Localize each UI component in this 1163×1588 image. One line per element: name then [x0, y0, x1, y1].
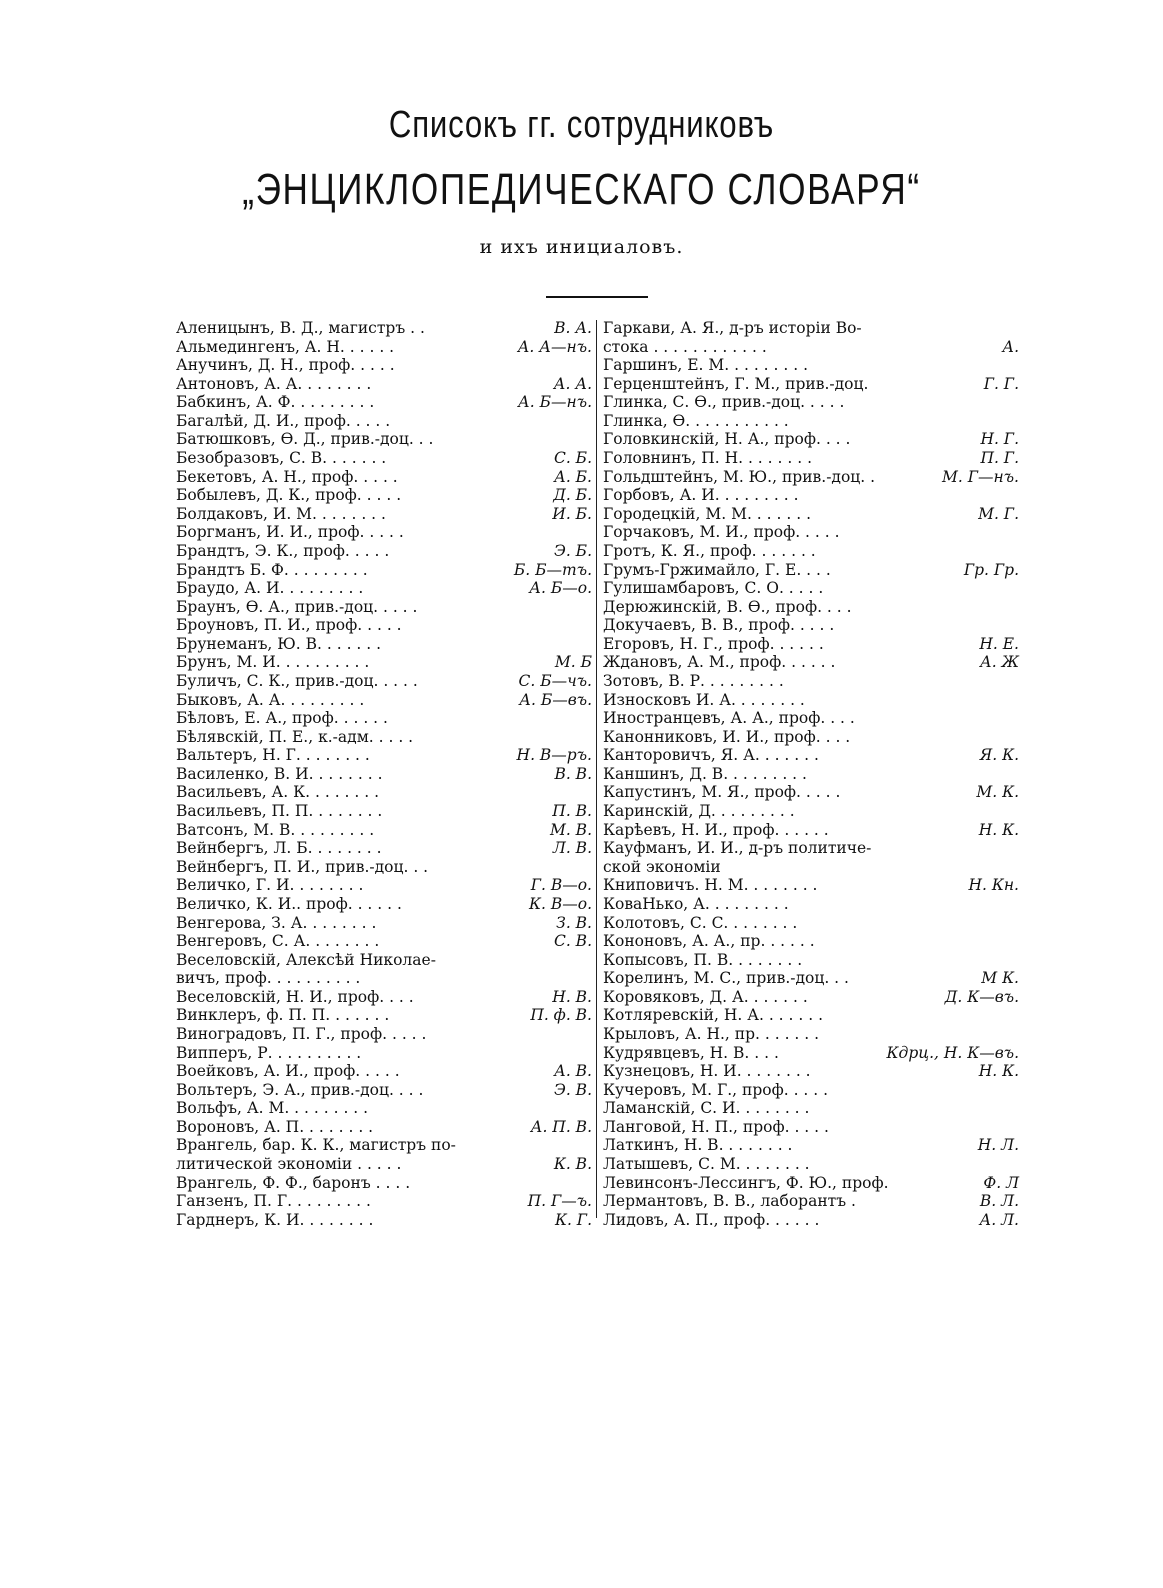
- contributor-name: Егоровъ, Н. Г., проф. . . . . .: [603, 634, 824, 653]
- contributor-initials: З. В.: [552, 914, 592, 933]
- contributor-entry: [603, 319, 1021, 338]
- contributor-entry: [176, 951, 594, 970]
- contributor-name: стока . . . . . . . . . . . .: [603, 337, 767, 356]
- contributor-name: Канонниковъ, И. И., проф. . . .: [603, 727, 851, 746]
- contributor-entry: [603, 412, 1021, 431]
- contributor-initials: Гр. Гр.: [960, 561, 1019, 580]
- contributor-initials: А. Б—нъ.: [514, 393, 592, 412]
- contributor-initials: К. В.: [550, 1155, 592, 1174]
- contributor-name: Кудрявцевъ, Н. В. . . .: [603, 1043, 779, 1062]
- contributor-entry: [603, 728, 1021, 747]
- contributor-initials: П. Г.: [976, 449, 1019, 468]
- contributor-entry: [176, 672, 594, 691]
- contributor-initials: Г. Г.: [980, 375, 1019, 394]
- contributor-initials: К. В—о.: [525, 895, 592, 914]
- contributor-entry: [603, 542, 1021, 561]
- contributor-entry: [176, 579, 594, 598]
- contributor-name: Воейковъ, А. И., проф. . . . .: [176, 1062, 400, 1081]
- contributor-initials: М. Б: [551, 653, 592, 672]
- contributor-entry: [603, 1174, 1021, 1193]
- contributor-name: Кононовъ, А. А., пр. . . . . .: [603, 932, 815, 951]
- contributors-right-column: [603, 319, 1021, 1229]
- contributor-name: Васильевъ, П. П. . . . . . . .: [176, 802, 383, 821]
- contributor-entry: [603, 691, 1021, 710]
- contributor-name: Вальтеръ, Н. Г. . . . . . . .: [176, 746, 370, 765]
- contributor-entry: [176, 746, 594, 765]
- contributor-entry: [176, 858, 594, 877]
- contributor-name: Вольфъ, А. М. . . . . . . . .: [176, 1099, 369, 1118]
- contributor-name: Боргманъ, И. И., проф. . . . .: [176, 523, 404, 542]
- contributor-entry: [176, 1155, 594, 1174]
- contributor-initials: П. ф. В.: [526, 1006, 592, 1025]
- contributor-initials: Ф. Л: [979, 1174, 1019, 1193]
- contributor-name: Дерюжинскій, В. Ѳ., проф. . . .: [603, 597, 852, 616]
- contributor-name: Латкинъ, Н. В. . . . . . . .: [603, 1136, 793, 1155]
- contributor-name: Городецкій, М. М. . . . . . .: [603, 504, 812, 523]
- contributor-entry: [603, 932, 1021, 951]
- contributor-entry: [176, 561, 594, 580]
- contributor-name: Копысовъ, П. В. . . . . . . .: [603, 950, 803, 969]
- contributor-entry: [176, 430, 594, 449]
- contributor-name: Гаркави, А. Я., д-ръ исторіи Во-: [603, 319, 862, 337]
- contributor-entry: [176, 765, 594, 784]
- contributor-name: Браунъ, Ѳ. А., прив.-доц. . . . .: [176, 597, 418, 616]
- contributor-initials: Г. В—о.: [527, 876, 592, 895]
- contributor-name: ской экономіи: [603, 857, 721, 876]
- contributor-entry: [603, 1099, 1021, 1118]
- page-title-line-2: „ЭНЦИКЛОПЕДИЧЕСКАГО СЛОВАРЯ“: [242, 165, 921, 214]
- contributor-entry: [176, 542, 594, 561]
- contributor-name: Книповичъ. Н. М. . . . . . . .: [603, 876, 818, 895]
- contributor-entry: [603, 1081, 1021, 1100]
- contributor-entry: [603, 523, 1021, 542]
- contributor-name: Веселовскій, Н. И., проф. . . .: [176, 987, 414, 1006]
- contributor-entry: [603, 914, 1021, 933]
- contributor-entry: [176, 914, 594, 933]
- contributor-name: Випперъ, Р. . . . . . . . . .: [176, 1043, 362, 1062]
- contributor-entry: [603, 561, 1021, 580]
- contributor-name: Врангель, Ф. Ф., баронъ . . . .: [176, 1173, 411, 1192]
- contributor-name: Докучаевъ, В. В., проф. . . . .: [603, 616, 835, 635]
- column-divider: [596, 320, 597, 1218]
- contributor-entry: [176, 1006, 594, 1025]
- contributor-name: Бѣловъ, Е. А., проф. . . . . .: [176, 709, 388, 728]
- contributor-entry: [176, 895, 594, 914]
- contributor-name: Батюшковъ, Ѳ. Д., прив.-доц. . .: [176, 430, 434, 449]
- contributor-initials: М. Г—нъ.: [938, 468, 1019, 487]
- contributor-initials: И. Б.: [548, 505, 592, 524]
- contributor-name: Зотовъ, В. Р. . . . . . . . .: [603, 671, 784, 690]
- contributor-name: Браудо, А. И. . . . . . . . .: [176, 579, 364, 598]
- contributor-name: Горчаковъ, М. И., проф. . . . .: [603, 523, 840, 542]
- contributor-entry: [603, 1006, 1021, 1025]
- contributor-entry: [603, 876, 1021, 895]
- contributor-name: Кузнецовъ, Н. И. . . . . . . .: [603, 1062, 811, 1081]
- contributor-name: литической экономіи . . . . .: [176, 1155, 402, 1174]
- contributor-name: Котляревскій, Н. А. . . . . . .: [603, 1006, 824, 1025]
- contributor-name: Иностранцевъ, А. А., проф. . . .: [603, 709, 855, 728]
- contributor-initials: С. В.: [550, 932, 592, 951]
- contributor-name: Каринскій, Д. . . . . . . . .: [603, 802, 795, 821]
- contributor-entry: [176, 468, 594, 487]
- contributor-name: Износковъ И. А. . . . . . . .: [603, 690, 805, 709]
- contributor-initials: А. Б—въ.: [515, 691, 592, 710]
- contributor-entry: [603, 635, 1021, 654]
- contributor-initials: Я. К.: [976, 746, 1019, 765]
- contributor-name: Вольтеръ, Э. А., прив.-доц. . . .: [176, 1080, 424, 1099]
- contributor-name: Альмедингенъ, А. Н. . . . . .: [176, 337, 395, 356]
- contributor-initials: М. К.: [972, 783, 1019, 802]
- contributor-entry: [603, 821, 1021, 840]
- contributor-entry: [603, 969, 1021, 988]
- contributor-entry: [603, 375, 1021, 394]
- contributor-name: Ждановъ, А. М., проф. . . . . .: [603, 653, 836, 672]
- contributor-entry: [603, 765, 1021, 784]
- contributor-name: Гольдштейнъ, М. Ю., прив.-доц. .: [603, 467, 876, 486]
- contributor-entry: [176, 988, 594, 1007]
- contributor-entry: [176, 821, 594, 840]
- contributor-name: Головнинъ, П. Н. . . . . . . .: [603, 449, 813, 468]
- contributor-name: Кауфманъ, И. И., д-ръ политиче-: [603, 839, 872, 858]
- title-divider: [546, 296, 648, 298]
- contributor-name: Крыловъ, А. Н., пр. . . . . . .: [603, 1024, 820, 1043]
- contributor-name: Ватсонъ, М. В. . . . . . . . .: [176, 820, 375, 839]
- contributor-entry: [176, 412, 594, 431]
- contributor-entry: [176, 375, 594, 394]
- contributor-name: Анучинъ, Д. Н., проф. . . . .: [176, 356, 395, 375]
- contributor-name: Буличъ, С. К., прив.-доц. . . . .: [176, 671, 418, 690]
- contributor-name: Величко, Г. И. . . . . . . .: [176, 876, 364, 895]
- contributor-name: Головкинскій, Н. А., проф. . . .: [603, 430, 851, 449]
- contributor-entry: [603, 598, 1021, 617]
- contributor-name: Васильевъ, А. К. . . . . . . .: [176, 783, 380, 802]
- contributor-name: Веселовскій, Алексѣй Николае-: [176, 950, 436, 969]
- contributor-entry: [176, 839, 594, 858]
- contributor-name: Глинка, Ѳ. . . . . . . . . . .: [603, 411, 789, 430]
- contributor-initials: В. Л.: [976, 1192, 1019, 1211]
- contributor-entry: [603, 1192, 1021, 1211]
- contributor-entry: [603, 1211, 1021, 1230]
- contributor-name: Герценштейнъ, Г. М., прив.-доц.: [603, 374, 869, 393]
- contributor-entry: [603, 505, 1021, 524]
- contributor-initials: М. Г.: [974, 505, 1019, 524]
- contributor-initials: Э. В.: [550, 1081, 592, 1100]
- contributor-initials: М К.: [977, 969, 1019, 988]
- contributor-name: Гарднеръ, К. И. . . . . . . .: [176, 1210, 374, 1229]
- contributor-name: Лидовъ, А. П., проф. . . . . .: [603, 1210, 820, 1229]
- contributor-entry: [603, 746, 1021, 765]
- contributor-entry: [603, 486, 1021, 505]
- contributor-entry: [176, 876, 594, 895]
- contributor-entry: [176, 969, 594, 988]
- contributor-entry: [603, 449, 1021, 468]
- contributor-name: Карѣевъ, Н. И., проф. . . . . .: [603, 820, 829, 839]
- contributor-name: Ламанскій, С. И. . . . . . . .: [603, 1099, 810, 1118]
- contributor-name: Коровяковъ, Д. А. . . . . . .: [603, 987, 808, 1006]
- contributor-name: Корелинъ, М. С., прив.-доц. . .: [603, 969, 849, 988]
- contributor-name: Глинка, С. Ѳ., прив.-доц. . . . .: [603, 393, 845, 412]
- contributor-initials: В. А.: [550, 319, 592, 338]
- contributor-entry: [603, 393, 1021, 412]
- contributor-initials: Н. К.: [975, 1062, 1019, 1081]
- contributor-entry: [176, 356, 594, 375]
- contributor-name: Лермантовъ, В. В., лаборантъ .: [603, 1192, 856, 1211]
- contributor-entry: [603, 1118, 1021, 1137]
- contributor-entry: [603, 430, 1021, 449]
- contributor-initials: Д. Б.: [549, 486, 592, 505]
- contributor-entry: [176, 616, 594, 635]
- contributor-name: Виноградовъ, П. Г., проф. . . . .: [176, 1024, 427, 1043]
- contributor-initials: А. Л.: [976, 1211, 1019, 1230]
- contributor-initials: Н. Л.: [974, 1136, 1019, 1155]
- contributor-initials: Л. В.: [549, 839, 592, 858]
- contributor-initials: Н. В—ръ.: [513, 746, 592, 765]
- contributor-name: вичъ, проф. . . . . . . . . .: [176, 969, 361, 988]
- contributor-initials: Э. Б.: [550, 542, 592, 561]
- contributor-name: Быковъ, А. А. . . . . . . . .: [176, 690, 365, 709]
- contributor-name: Бѣлявскій, П. Е., к.-адм. . . . .: [176, 727, 414, 746]
- contributor-initials: Н. Г.: [976, 430, 1019, 449]
- contributor-entry: [603, 356, 1021, 375]
- contributor-initials: П. Г—ъ.: [524, 1192, 592, 1211]
- contributor-entry: [176, 728, 594, 747]
- contributor-initials: А. Ж: [976, 653, 1019, 672]
- contributor-entry: [603, 709, 1021, 728]
- contributor-name: Капустинъ, М. Я., проф. . . . .: [603, 783, 841, 802]
- contributor-name: Багалѣй, Д. И., проф. . . . .: [176, 411, 391, 430]
- contributor-entry: [176, 635, 594, 654]
- contributor-initials: А. П. В.: [527, 1118, 592, 1137]
- contributor-name: Бабкинъ, А. Ф. . . . . . . . .: [176, 393, 375, 412]
- contributor-entry: [603, 468, 1021, 487]
- contributor-name: Безобразовъ, С. В. . . . . . .: [176, 449, 387, 468]
- contributor-entry: [603, 951, 1021, 970]
- contributor-name: Вейнбергъ, Л. Б. . . . . . . .: [176, 839, 382, 858]
- contributor-initials: А. В.: [550, 1062, 592, 1081]
- contributor-entry: [603, 616, 1021, 635]
- contributor-name: КоваНько, А. . . . . . . . .: [603, 894, 789, 913]
- page-title-line-1: Списокъ гг. сотрудниковъ: [388, 104, 775, 146]
- contributor-entry: [603, 895, 1021, 914]
- contributor-initials: С. Б.: [550, 449, 592, 468]
- contributor-name: Бекетовъ, А. Н., проф. . . . .: [176, 467, 398, 486]
- contributor-entry: [176, 1192, 594, 1211]
- contributor-initials: Н. К.: [975, 821, 1019, 840]
- contributor-name: Василенко, В. И. . . . . . . .: [176, 764, 383, 783]
- contributors-left-column: [176, 319, 594, 1229]
- contributor-entry: [603, 1025, 1021, 1044]
- contributor-initials: П. В.: [548, 802, 592, 821]
- contributor-entry: [176, 393, 594, 412]
- contributor-initials: А. Б.: [550, 468, 592, 487]
- contributor-entry: [176, 598, 594, 617]
- contributor-entry: [603, 1062, 1021, 1081]
- contributor-name: Гротъ, К. Я., проф. . . . . . .: [603, 541, 816, 560]
- contributor-entry: [176, 932, 594, 951]
- contributor-entry: [176, 1136, 594, 1155]
- contributor-entry: [176, 1062, 594, 1081]
- contributor-entry: [603, 839, 1021, 858]
- contributor-entry: [603, 783, 1021, 802]
- contributor-name: Антоновъ, А. А. . . . . . . .: [176, 374, 372, 393]
- contributor-entry: [176, 1174, 594, 1193]
- contributor-name: Ганзенъ, П. Г. . . . . . . . .: [176, 1192, 371, 1211]
- contributor-entry: [176, 1081, 594, 1100]
- contributor-initials: А. А—нъ.: [514, 338, 592, 357]
- contributor-name: Винклеръ, ф. П. П. . . . . . .: [176, 1006, 390, 1025]
- contributor-entry: [176, 783, 594, 802]
- contributor-name: Левинсонъ-Лессингъ, Ф. Ю., проф.: [603, 1173, 889, 1192]
- contributor-name: Вейнбергъ, П. И., прив.-доц. . .: [176, 857, 429, 876]
- contributor-entry: [176, 802, 594, 821]
- contributor-initials: М. В.: [546, 821, 592, 840]
- contributor-entry: [603, 1136, 1021, 1155]
- contributor-name: Врангель, бар. К. К., магистръ по-: [176, 1136, 456, 1155]
- contributor-name: Кучеровъ, М. Г., проф. . . . .: [603, 1080, 829, 1099]
- contributor-name: Бобылевъ, Д. К., проф. . . . .: [176, 486, 402, 505]
- contributor-name: Латышевъ, С. М. . . . . . . .: [603, 1155, 810, 1174]
- contributor-entry: [176, 1044, 594, 1063]
- contributor-name: Канторовичъ, Я. А. . . . . . .: [603, 746, 819, 765]
- page-subtitle: и ихъ инициаловъ.: [479, 236, 684, 258]
- contributor-initials: Н. Е.: [975, 635, 1019, 654]
- contributor-initials: В. В.: [550, 765, 592, 784]
- contributor-entry: [176, 1118, 594, 1137]
- contributor-entry: [176, 486, 594, 505]
- contributor-entry: [603, 988, 1021, 1007]
- contributor-name: Аленицынъ, В. Д., магистръ . .: [176, 319, 425, 337]
- contributor-entry: [176, 1025, 594, 1044]
- contributor-name: Величко, К. И.. проф. . . . . .: [176, 894, 402, 913]
- contributor-entry: [603, 858, 1021, 877]
- contributor-name: Брандтъ Б. Ф. . . . . . . . .: [176, 560, 368, 579]
- contributor-initials: С. Б—чъ.: [514, 672, 592, 691]
- contributor-entry: [176, 505, 594, 524]
- contributor-name: Брандтъ, Э. К., проф. . . . .: [176, 541, 390, 560]
- contributor-entry: [176, 1211, 594, 1230]
- contributor-initials: А. Б—о.: [525, 579, 592, 598]
- contributor-name: Гулишамбаровъ, С. О. . . . .: [603, 579, 824, 598]
- contributor-initials: К. Г.: [551, 1211, 592, 1230]
- contributor-entry: [176, 319, 594, 338]
- contributor-name: Брунеманъ, Ю. В. . . . . . .: [176, 634, 382, 653]
- contributor-entry: [176, 709, 594, 728]
- contributor-entry: [176, 653, 594, 672]
- contributor-name: Болдаковъ, И. М. . . . . . . .: [176, 504, 386, 523]
- contributor-name: Каншинъ, Д. В. . . . . . . . .: [603, 764, 807, 783]
- contributor-initials: А. А.: [550, 375, 592, 394]
- contributor-entry: [603, 1155, 1021, 1174]
- contributor-initials: Кдрц., Н. К—въ.: [883, 1044, 1019, 1063]
- contributor-name: Венгерова, З. А. . . . . . . .: [176, 913, 377, 932]
- contributor-initials: А.: [998, 338, 1019, 357]
- contributor-entry: [176, 523, 594, 542]
- contributor-name: Брунъ, М. И. . . . . . . . . .: [176, 653, 370, 672]
- contributor-entry: [603, 802, 1021, 821]
- contributor-name: Колотовъ, С. С. . . . . . . .: [603, 913, 798, 932]
- contributor-name: Горбовъ, А. И. . . . . . . . .: [603, 486, 799, 505]
- contributor-entry: [603, 579, 1021, 598]
- contributor-initials: Д. К—въ.: [941, 988, 1019, 1007]
- contributor-name: Броуновъ, П. И., проф. . . . .: [176, 616, 402, 635]
- contributor-initials: Б. Б—тъ.: [510, 561, 592, 580]
- contributor-name: Гаршинъ, Е. М. . . . . . . . .: [603, 356, 809, 375]
- contributor-entry: [603, 672, 1021, 691]
- contributor-entry: [176, 338, 594, 357]
- contributor-entry: [176, 1099, 594, 1118]
- contributor-name: Вороновъ, А. П. . . . . . . .: [176, 1117, 374, 1136]
- contributor-entry: [176, 449, 594, 468]
- contributor-entry: [603, 338, 1021, 357]
- contributor-initials: Н. В.: [548, 988, 592, 1007]
- contributor-name: Грумъ-Гржимайло, Г. Е. . . .: [603, 560, 831, 579]
- contributor-entry: [603, 1044, 1021, 1063]
- contributor-entry: [603, 653, 1021, 672]
- contributor-entry: [176, 691, 594, 710]
- contributor-initials: Н. Кн.: [964, 876, 1019, 895]
- contributor-name: Венгеровъ, С. А. . . . . . . .: [176, 932, 380, 951]
- contributor-name: Ланговой, Н. П., проф. . . . .: [603, 1117, 829, 1136]
